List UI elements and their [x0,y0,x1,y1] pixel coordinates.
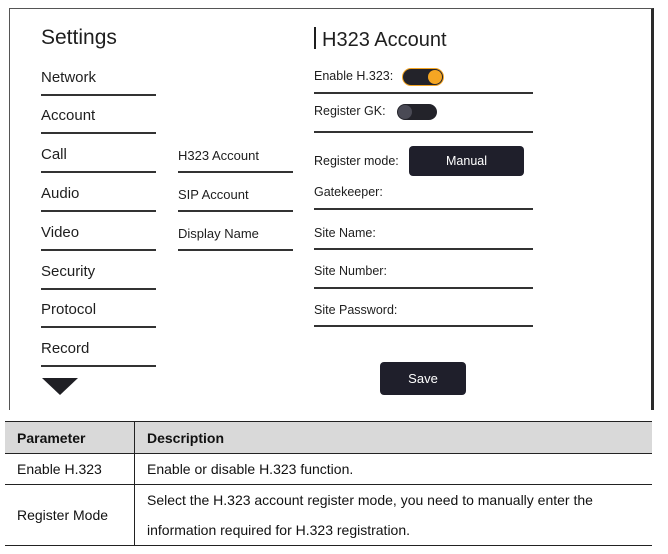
submenu-item-display-name[interactable] [178,223,293,251]
gatekeeper-field[interactable] [314,182,533,210]
row-parameter: Register Mode [5,485,135,546]
site-number-label: Site Number: [314,264,387,278]
nav-item-label: Security [41,263,96,280]
register-gk-label: Register GK: [314,104,386,118]
triangle-down-icon[interactable] [42,378,78,395]
nav-item-label: Video [41,224,80,241]
nav-item-label: Protocol [41,301,97,318]
toggle-knob [398,105,412,119]
submenu-item-label: H323 Account [178,148,259,163]
save-button[interactable]: Save [380,362,466,395]
register-gk-toggle[interactable] [397,104,437,120]
nav-item-call[interactable] [41,145,156,173]
nav-item-label: Audio [41,185,80,202]
nav-item-label: Account [41,107,96,124]
nav-item-video[interactable] [41,223,156,251]
table-header-row [5,422,652,454]
register-gk-row [314,100,533,133]
panel-title-text: H323 Account [322,29,447,51]
nav-item-network[interactable] [41,68,156,96]
submenu-item-label: SIP Account [178,187,249,202]
header-parameter: Parameter [5,422,135,454]
table-row [5,485,652,546]
site-password-label: Site Password: [314,303,398,317]
nav-item-record[interactable] [41,339,156,367]
nav-item-protocol[interactable] [41,300,156,328]
site-name-label: Site Name: [314,226,376,240]
register-mode-select[interactable]: Manual [409,146,524,176]
submenu-item-h323-account[interactable] [178,145,293,173]
row-parameter: Enable H.323 [5,454,135,485]
table-row [5,454,652,485]
site-password-field[interactable] [314,299,533,327]
parameter-table [5,421,652,546]
submenu-item-sip-account[interactable] [178,184,293,212]
nav-item-label: Record [41,340,90,357]
enable-h323-label: Enable H.323: [314,69,394,83]
register-mode-label: Register mode: [314,154,399,168]
settings-title: Settings [41,26,117,49]
title-bar-divider [314,27,316,49]
nav-item-account[interactable] [41,106,156,134]
row-description: Enable or disable H.323 function. [147,461,354,477]
header-description: Description [147,429,225,446]
nav-item-security[interactable] [41,262,156,290]
enable-h323-toggle[interactable] [403,69,443,85]
nav-item-label: Call [41,146,67,163]
enable-h323-row [314,64,533,94]
row-description: Select the H.323 account register mode, you need to manually enter the information required for H.323 registration. [147,492,593,538]
nav-item-label: Network [41,69,97,86]
nav-item-audio[interactable] [41,184,156,212]
site-number-field[interactable] [314,261,533,289]
toggle-knob [428,70,442,84]
gatekeeper-label: Gatekeeper: [314,185,383,199]
site-name-field[interactable] [314,222,533,250]
panel-title [314,27,447,52]
submenu-item-label: Display Name [178,226,259,241]
